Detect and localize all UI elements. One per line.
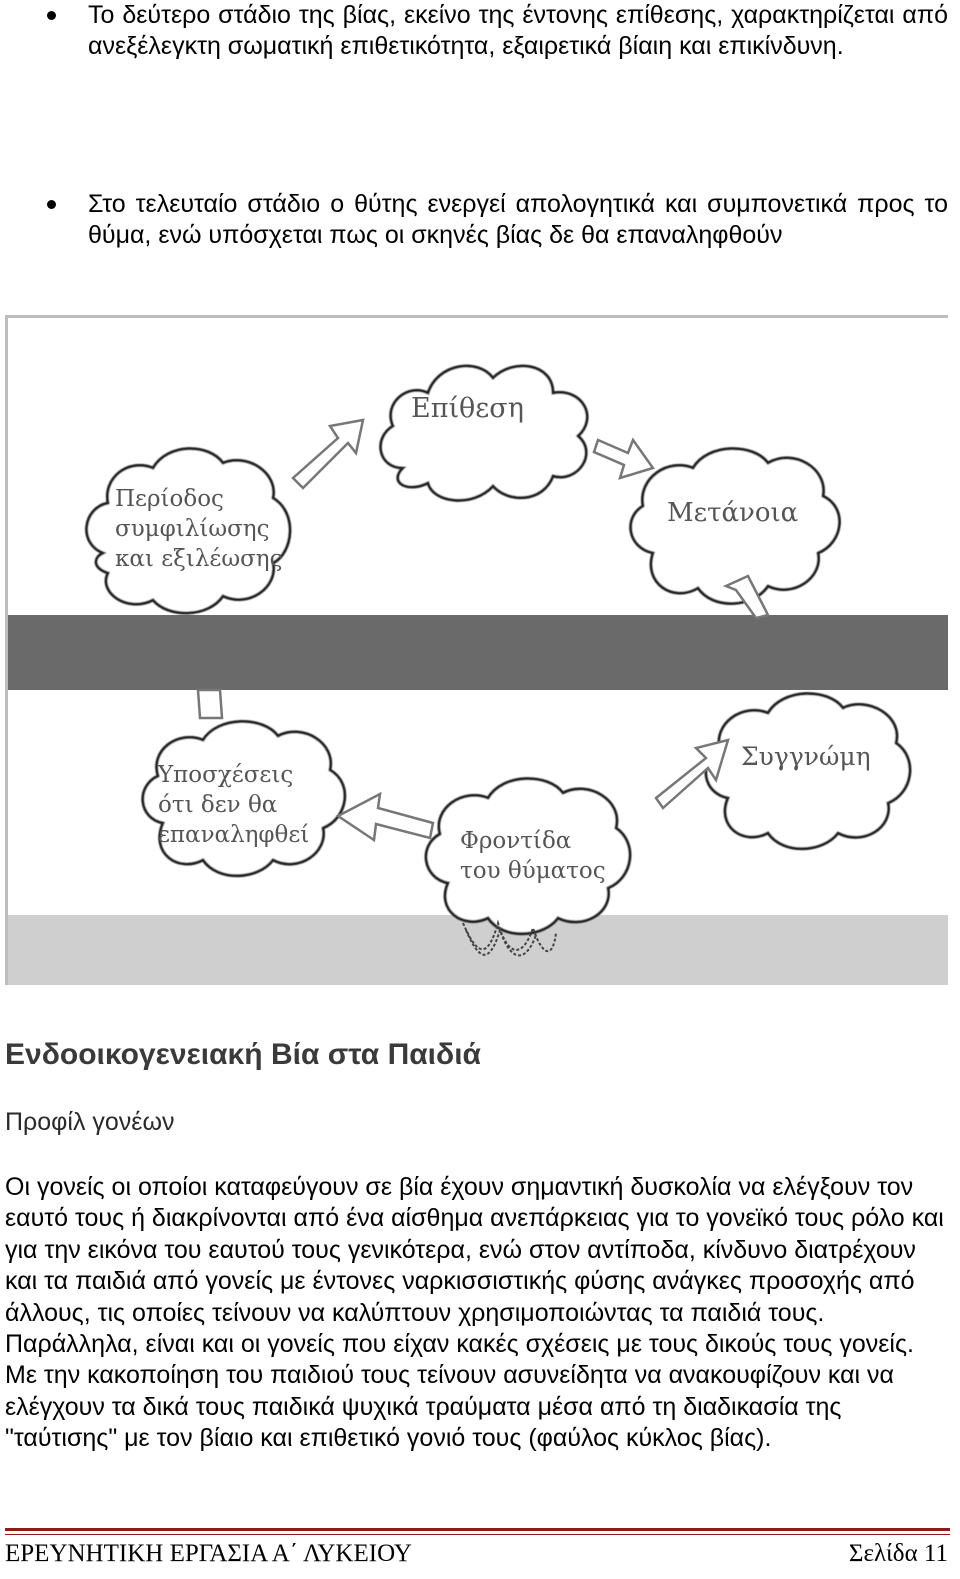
cloud-label-promises: Υποσχέσεις ότι δεν θα επαναληφθεί (158, 762, 310, 848)
cloud-label-apology: Συγγνώμη (741, 742, 871, 771)
arrow-to-promises-shape (338, 794, 433, 840)
section-title: Ενδοοικογενειακή Βία στα Παιδιά (5, 1038, 481, 1071)
cloud-label-remorse: Μετάνοια (667, 498, 799, 528)
cloud-label-care: Φροντίδα του θύματος (460, 828, 606, 884)
arrow-to-apology-shape (656, 740, 728, 808)
body-paragraph: Οι γονείς οι οποίοι καταφεύγουν σε βία έχουν σημαντική δυσκολία να ελέγξουν τον εαυτό τους ή διακρίνονται από ένα αίσθημα ανεπάρκειας για το γονεϊκό τους ρόλο και για την εικόνα του εαυτού τους γενικότερα, ενώ στον αντίποδα, κίνδυνο διατρέχουν και τα παιδιά από γονείς με έντονες ναρκισσιστικής φύσης ανάγκες προσοχής από άλλους, τις οποίες τείνουν να καλύπτουν χρησιμοποιώντας τα παιδιά τους. Παράλληλα, είναι και οι γονείς που είχαν κακές σχέσεις με τους δικούς τους γονείς. Με την κακοποίηση του παιδιού τους τείνουν ασυνείδητα να ανακουφίζουν και να ελέγχουν τα δικά τους παιδικά ψυχικά τραύματα μέσα από τη διαδικασία της "ταύτισης" με τον βίαιο και επιθετικό γονιό τους (φαύλος κύκλος βίας). (5, 1173, 944, 1453)
arrow-up-promises-shape (198, 690, 222, 718)
bullet-item-final-stage (88, 189, 948, 251)
cloud-attack-shape (381, 366, 587, 500)
bullet-dot-icon (47, 200, 56, 209)
arrow-to-attack-shape (293, 420, 363, 488)
footer-rule-thick (5, 1528, 950, 1531)
violence-cycle-diagram (5, 315, 948, 985)
cloud-label-reconcile: Περίοδος συμφιλίωσης και εξιλέωσης (115, 486, 283, 572)
footer-document-title: ΕΡΕΥΝΗΤΙΚΗ ΕΡΓΑΣΙΑ Α΄ ΛΥΚΕΙΟΥ (5, 1540, 412, 1567)
footer-page-number: Σελίδα 11 (848, 1540, 948, 1567)
bullet-text: Το δεύτερο στάδιο της βίας, εκείνο της έντονης επίθεσης, χαρακτηρίζεται από ανεξέλεγκτη σωματική επιθετικότητα, εξαιρετικά βίαιη και επικίνδυνη. (88, 1, 948, 60)
footer-rule-thin (5, 1534, 950, 1535)
bullet-item-attack-stage (88, 0, 948, 62)
arrow-to-remorse-shape (594, 440, 653, 478)
section-subtitle: Προφίλ γονέων (5, 1108, 175, 1136)
bullet-dot-icon (47, 11, 56, 20)
cloud-label-attack: Επίθεση (411, 393, 524, 424)
bullet-text: Στο τελευταίο στάδιο ο θύτης ενεργεί απολογητικά και συμπονετικά προς το θύμα, ενώ υπόσχεται πως οι σκηνές βίας δε θα επαναληφθούν (88, 190, 948, 249)
